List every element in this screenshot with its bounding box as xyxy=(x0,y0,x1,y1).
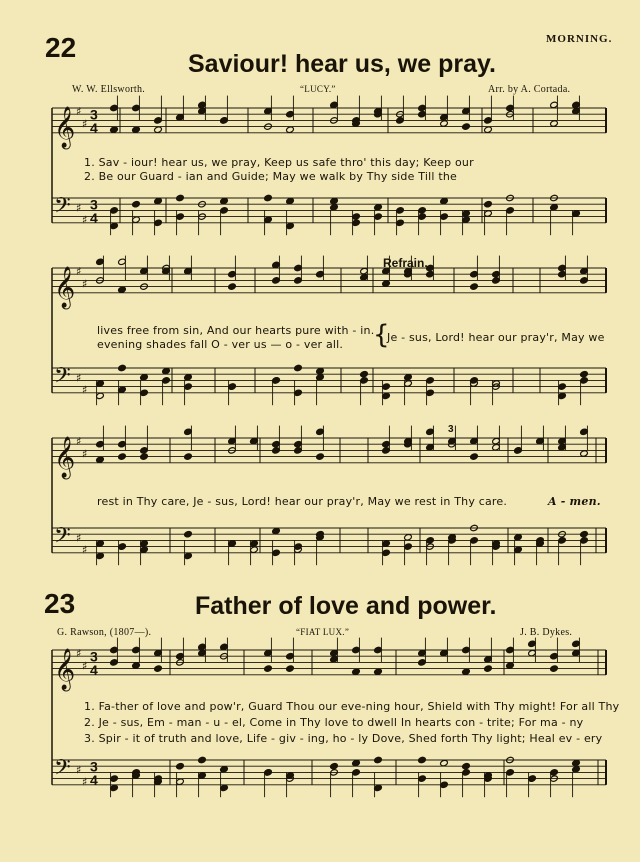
note-head xyxy=(316,367,325,374)
note-head xyxy=(404,534,413,541)
note-head xyxy=(470,453,479,460)
bass-clef-icon: 𝄢 xyxy=(54,523,71,554)
hymn-22-title: Saviour! hear us, we pray. xyxy=(188,50,496,78)
note-head xyxy=(162,367,171,374)
note-head xyxy=(220,197,229,204)
note-head xyxy=(286,126,295,133)
note-head xyxy=(330,763,339,770)
note-head xyxy=(462,763,471,770)
note-head xyxy=(550,665,559,672)
sharp-icon: ♯ xyxy=(76,201,82,215)
note-head xyxy=(470,283,479,290)
note-head xyxy=(228,283,237,290)
hymn-22-amen: A - men. xyxy=(548,495,601,508)
hymn-22-tune: “LUCY.” xyxy=(300,84,336,94)
hymn-23-tune: “FIAT LUX.” xyxy=(296,627,350,637)
sharp-icon: ♯ xyxy=(82,117,88,131)
hymn-23-verse1: 1. Fa-ther of love and pow'r, Guard Thou our eve-ning hour, Shield with Thy might! For all Thy xyxy=(84,700,620,713)
time-signature-bottom: 4 xyxy=(90,771,98,788)
note-head xyxy=(154,665,163,672)
note-head xyxy=(374,668,383,675)
note-head xyxy=(220,766,229,773)
note-head xyxy=(96,456,105,463)
note-head xyxy=(440,197,449,204)
note-head xyxy=(484,126,493,133)
hymn-23-verse3: 3. Spir - it of truth and love, Life - giv - ing, ho - ly Dove, Shed forth Thy light; Heal ev - ery xyxy=(84,732,603,745)
note-head xyxy=(272,527,281,534)
hymn-22-number: 22 xyxy=(45,32,77,63)
note-head xyxy=(184,453,193,460)
note-head xyxy=(132,662,141,669)
sharp-icon: ♯ xyxy=(82,543,88,557)
sharp-icon: ♯ xyxy=(82,213,88,227)
hymn-23-composer: J. B. Dykes. xyxy=(520,627,573,638)
sharp-icon: ♯ xyxy=(76,647,82,661)
refrain-brace: { xyxy=(373,320,390,350)
hymn-22-refrain-lyric: Je - sus, Lord! hear our pray'r, May we xyxy=(387,331,605,344)
note-head xyxy=(580,371,589,378)
treble-clef-icon: 𝄞 xyxy=(54,436,76,478)
note-head xyxy=(198,756,207,763)
sharp-icon: ♯ xyxy=(76,531,82,545)
note-head xyxy=(286,665,295,672)
hymn-22-system2-verse1: lives free from sin, And our hearts pure with - in. xyxy=(97,324,375,337)
note-head xyxy=(140,374,149,381)
sharp-icon: ♯ xyxy=(82,277,88,291)
note-head xyxy=(580,450,589,457)
sharp-icon: ♯ xyxy=(76,265,82,279)
note-head xyxy=(374,756,383,763)
note-head xyxy=(550,120,559,127)
sharp-icon: ♯ xyxy=(76,371,82,385)
bass-clef-icon: 𝄢 xyxy=(54,193,71,224)
note-head xyxy=(176,763,185,770)
time-signature-top: 3 xyxy=(90,758,98,775)
note-head xyxy=(572,759,581,766)
time-signature-top: 3 xyxy=(90,196,98,213)
note-head xyxy=(572,766,581,773)
note-head xyxy=(440,120,449,127)
hymn-23-verse2: 2. Je - sus, Em - man - u - el, Come in Thy love to dwell In hearts con - trite; For ma - ny xyxy=(84,716,584,729)
sharp-icon: ♯ xyxy=(82,383,88,397)
note-head xyxy=(352,759,361,766)
hymn-23-number: 23 xyxy=(44,588,76,619)
note-head xyxy=(316,453,325,460)
note-head xyxy=(184,374,193,381)
refrain-label: Refrain. xyxy=(383,256,428,270)
note-head xyxy=(418,756,427,763)
note-head xyxy=(352,668,361,675)
hymn-22-system1-verse2: 2. Be our Guard - ian and Guide; May we walk by Thy side Till the xyxy=(84,170,457,183)
note-head xyxy=(154,126,163,133)
note-head xyxy=(118,453,127,460)
treble-clef-icon: 𝄞 xyxy=(54,266,76,308)
sharp-icon: ♯ xyxy=(82,659,88,673)
bass-clef-icon: 𝄢 xyxy=(54,363,71,394)
hymn-22-author: W. W. Ellsworth. xyxy=(72,84,146,95)
hymn-22-system1-verse1: 1. Sav - iour! hear us, we pray, Keep us safe thro' this day; Keep our xyxy=(84,156,474,169)
time-signature-top: 3 xyxy=(90,106,98,123)
section-label: MORNING. xyxy=(546,33,613,45)
hymn-23-title: Father of love and power. xyxy=(195,592,497,620)
note-head xyxy=(506,662,515,669)
note-head xyxy=(184,531,193,538)
time-signature-bottom: 4 xyxy=(90,119,98,136)
note-head xyxy=(580,531,589,538)
time-signature-top: 3 xyxy=(90,648,98,665)
sharp-icon: ♯ xyxy=(76,435,82,449)
bass-clef-icon: 𝄢 xyxy=(54,755,71,786)
hymn-22-system3-line: rest in Thy care, Je - sus, Lord! hear our pray'r, May we rest in Thy care. xyxy=(97,495,508,508)
note-head xyxy=(462,668,471,675)
note-head xyxy=(140,453,149,460)
treble-clef-icon: 𝄞 xyxy=(54,648,76,690)
note-head xyxy=(132,126,141,133)
note-head xyxy=(286,197,295,204)
triplet-mark: 3 xyxy=(448,424,454,435)
note-head xyxy=(462,123,471,130)
note-head xyxy=(264,665,273,672)
note-head xyxy=(514,534,523,541)
note-head xyxy=(374,204,383,211)
note-head xyxy=(330,204,339,211)
note-head xyxy=(382,280,391,287)
note-head xyxy=(404,374,413,381)
sharp-icon: ♯ xyxy=(82,447,88,461)
sharp-icon: ♯ xyxy=(82,775,88,789)
sharp-icon: ♯ xyxy=(76,105,82,119)
note-head xyxy=(118,286,127,293)
note-head xyxy=(484,665,493,672)
hymn-22-system2-verse2: evening shades fall O - ver us — o - ver all. xyxy=(97,338,344,351)
treble-clef-icon: 𝄞 xyxy=(54,106,76,148)
time-signature-bottom: 4 xyxy=(90,661,98,678)
note-head xyxy=(550,204,559,211)
time-signature-bottom: 4 xyxy=(90,209,98,226)
hymn-22-composer: Arr. by A. Cortada. xyxy=(488,84,571,95)
note-head xyxy=(294,364,303,371)
note-head xyxy=(360,371,369,378)
sharp-icon: ♯ xyxy=(76,763,82,777)
note-head xyxy=(330,197,339,204)
note-head xyxy=(316,374,325,381)
note-head xyxy=(132,201,141,208)
hymn-23-author: G. Rawson, (1807—). xyxy=(57,627,152,638)
note-head xyxy=(484,201,493,208)
note-head xyxy=(110,126,119,133)
note-head xyxy=(176,194,185,201)
note-head xyxy=(154,197,163,204)
note-head xyxy=(440,759,449,766)
note-head xyxy=(118,364,127,371)
note-head xyxy=(264,194,273,201)
